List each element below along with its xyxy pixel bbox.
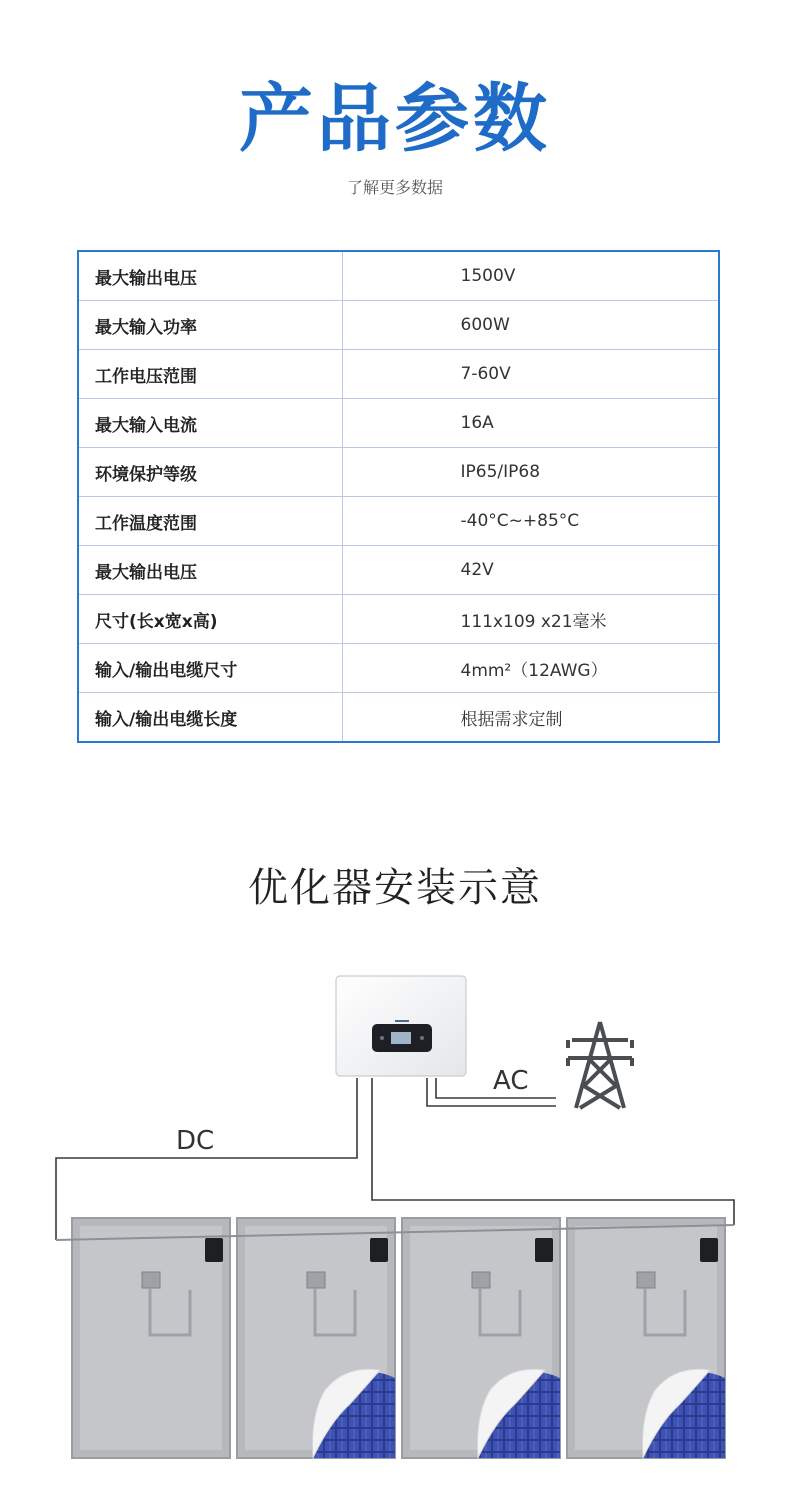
spec-value: 根据需求定制 [342, 693, 719, 743]
table-row [78, 693, 719, 743]
table-row [78, 595, 719, 644]
table-row [78, 497, 719, 546]
spec-label: 输入/输出电缆长度 [78, 693, 342, 743]
ac-label: AC [493, 1066, 529, 1096]
spec-value: -40°C~+85°C [342, 497, 719, 546]
table-row [78, 644, 719, 693]
solar-panels [56, 1218, 734, 1480]
spec-value: 4mm²（12AWG） [342, 644, 719, 693]
table-row [78, 301, 719, 350]
spec-value: 7-60V [342, 350, 719, 399]
spec-value: 600W [342, 301, 719, 350]
spec-label: 最大输出电压 [78, 546, 342, 595]
spec-value: 42V [342, 546, 719, 595]
solar-panel [567, 1218, 725, 1458]
spec-label: 最大输出电压 [78, 251, 342, 301]
spec-label: 工作电压范围 [78, 350, 342, 399]
diagram-title: 优化器安装示意 [248, 865, 542, 911]
spec-label: 最大输入电流 [78, 399, 342, 448]
table-row [78, 448, 719, 497]
table-row [78, 350, 719, 399]
spec-value: 16A [342, 399, 719, 448]
dc-label: DC [176, 1126, 215, 1156]
installation-diagram [0, 960, 790, 1480]
spec-label: 输入/输出电缆尺寸 [78, 644, 342, 693]
page-subtitle: 了解更多数据 [346, 178, 443, 197]
spec-value: 1500V [342, 251, 719, 301]
spec-label: 工作温度范围 [78, 497, 342, 546]
power-tower-icon [568, 1022, 632, 1108]
inverter [336, 976, 466, 1076]
spec-label: 环境保护等级 [78, 448, 342, 497]
table-row [78, 399, 719, 448]
spec-table [77, 250, 720, 743]
table-row [78, 546, 719, 595]
spec-value: IP65/IP68 [342, 448, 719, 497]
solar-panel [402, 1218, 560, 1458]
solar-panel [237, 1218, 395, 1480]
spec-value: 111x109 x21毫米 [342, 595, 719, 644]
spec-label: 最大输入功率 [78, 301, 342, 350]
spec-label: 尺寸(长x宽x高) [78, 595, 342, 644]
page-title: 产品参数 [239, 76, 551, 162]
table-row [78, 251, 719, 301]
